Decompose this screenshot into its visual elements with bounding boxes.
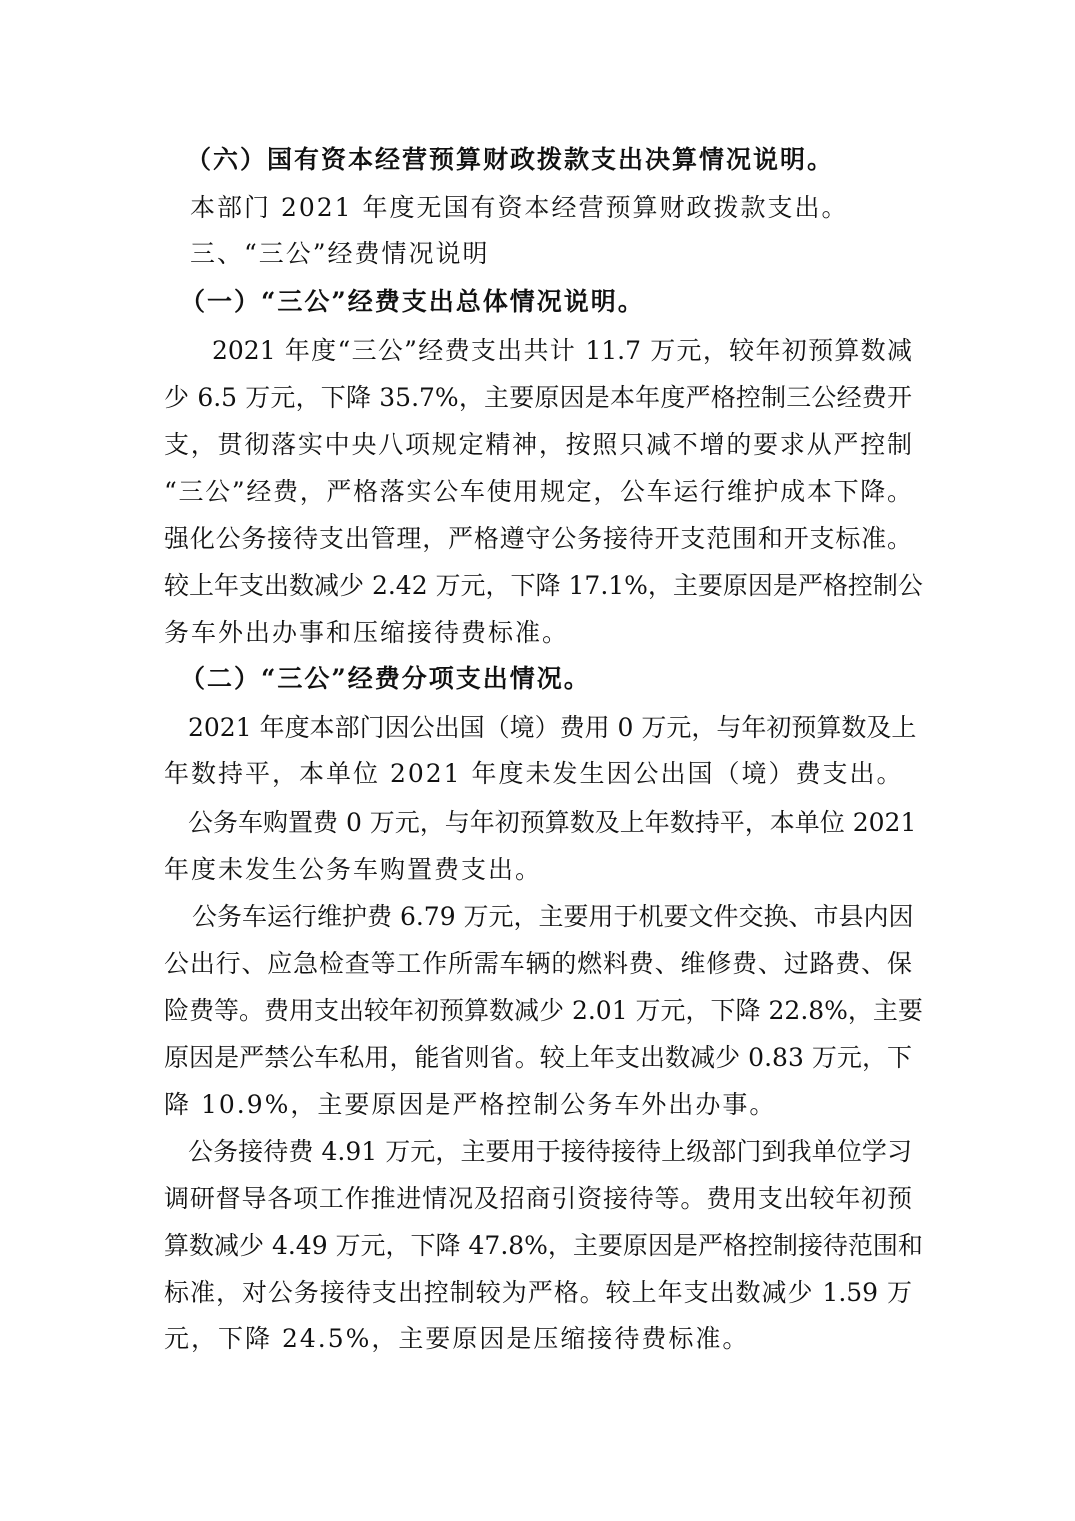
- paragraph-line: 务车外出办事和压缩接待费标准。: [164, 618, 570, 647]
- paragraph-line: 调研督导各项工作推进情况及招商引资接待等。费用支出较年初预: [164, 1184, 912, 1213]
- paragraph-line: 少 6.5 万元，下降 35.7%，主要原因是本年度严格控制三公经费开: [164, 383, 912, 412]
- paragraph-line: 算数减少 4.49 万元，下降 47.8%，主要原因是严格控制接待范围和: [164, 1231, 923, 1260]
- paragraph-line: 支，贯彻落实中央八项规定精神，按照只减不增的要求从严控制: [164, 430, 912, 459]
- paragraph-line: 公务车购置费 0 万元，与年初预算数及上年数持平，本单位 2021: [188, 808, 917, 837]
- paragraph-line: 降 10.9%，主要原因是严格控制公务车外出办事。: [164, 1090, 777, 1119]
- paragraph-line: 2021 年度“三公”经费支出共计 11.7 万元，较年初预算数减: [212, 336, 912, 365]
- paragraph-line: 强化公务接待支出管理，严格遵守公务接待开支范围和开支标准。: [164, 524, 912, 553]
- paragraph-line: 本部门 2021 年度无国有资本经营预算财政拨款支出。: [190, 193, 849, 222]
- subsection-heading-two: （二）“三公”经费分项支出情况。: [180, 664, 591, 693]
- paragraph-line: 年数持平，本单位 2021 年度未发生因公出国（境）费支出。: [164, 759, 904, 788]
- paragraph-line: 公务接待费 4.91 万元，主要用于接待接待上级部门到我单位学习: [188, 1137, 912, 1166]
- subsection-heading-one: （一）“三公”经费支出总体情况说明。: [180, 287, 645, 316]
- paragraph-line: 原因是严禁公车私用，能省则省。较上年支出数减少 0.83 万元，下: [164, 1043, 912, 1072]
- paragraph-line: 标准，对公务接待支出控制较为严格。较上年支出数减少 1.59 万: [164, 1278, 912, 1307]
- paragraph-line: 险费等。费用支出较年初预算数减少 2.01 万元，下降 22.8%，主要: [164, 996, 923, 1025]
- paragraph-line: “三公”经费，严格落实公车使用规定，公车运行维护成本下降。: [164, 477, 912, 506]
- paragraph-line: 2021 年度本部门因公出国（境）费用 0 万元，与年初预算数及上: [188, 713, 917, 742]
- section-heading-six: （六）国有资本经营预算财政拨款支出决算情况说明。: [186, 145, 835, 174]
- section-heading-three: 三、“三公”经费情况说明: [190, 239, 490, 268]
- paragraph-line: 年度未发生公务车购置费支出。: [164, 855, 543, 884]
- paragraph-line: 公务车运行维护费 6.79 万元，主要用于机要文件交换、市县内因: [192, 902, 914, 931]
- paragraph-line: 公出行、应急检查等工作所需车辆的燃料费、维修费、过路费、保: [164, 949, 912, 978]
- paragraph-line: 较上年支出数减少 2.42 万元，下降 17.1%，主要原因是严格控制公: [164, 571, 923, 600]
- paragraph-line: 元，下降 24.5%，主要原因是压缩接待费标准。: [164, 1324, 750, 1353]
